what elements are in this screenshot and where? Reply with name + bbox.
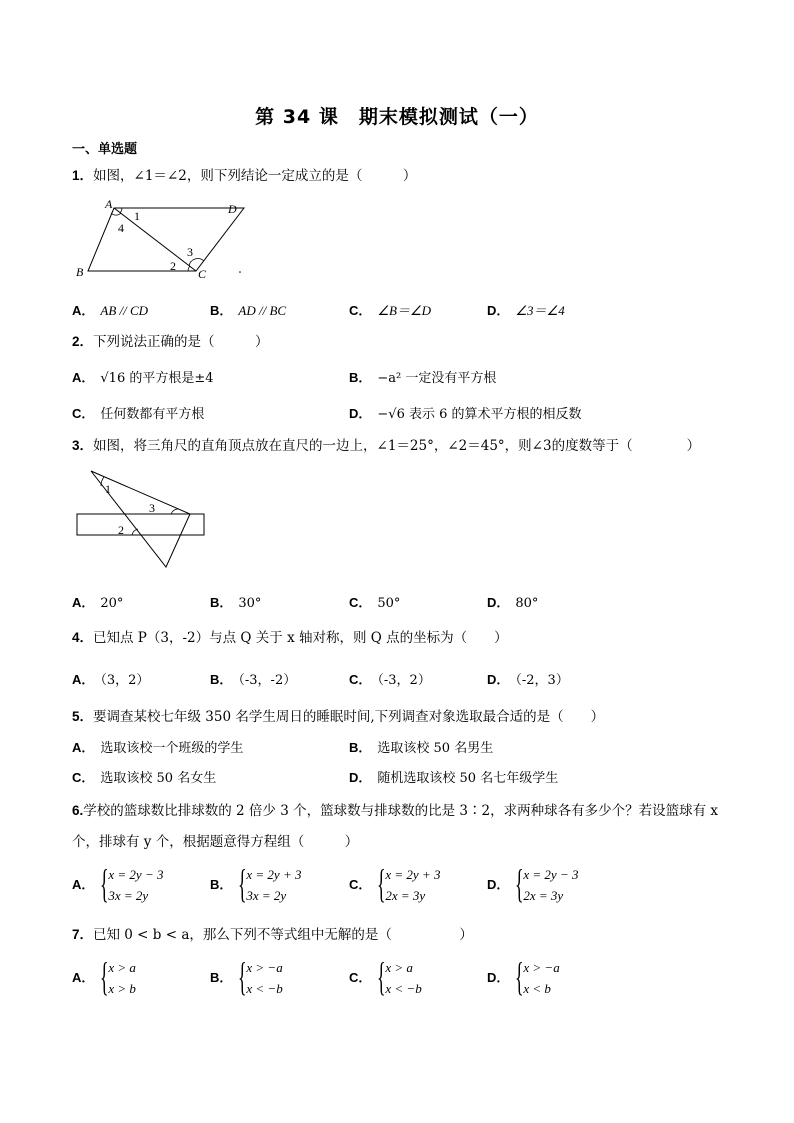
diagonal-ac <box>114 208 196 271</box>
angle-4-arc <box>111 213 121 215</box>
label-angle-4: 4 <box>118 221 124 235</box>
q7-option-d[interactable]: D． { x > −a x < b <box>487 954 560 999</box>
q3-option-a[interactable]: A． 20° <box>72 595 124 611</box>
question-1-stem <box>72 164 416 184</box>
angle-3-arc <box>171 509 178 514</box>
question-5-stem: 5．要调查某校七年级 350 名学生周日的睡眠时间,下列调查对象选取最合适的是（ ） <box>72 709 605 725</box>
equation-system: { x = 2y − 3 2x = 3y <box>515 861 579 906</box>
q5-option-a[interactable]: A． 选取该校一个班级的学生 <box>72 740 244 756</box>
ruler-triangle-figure <box>74 466 210 572</box>
q7-option-b[interactable]: B． { x > −a x < −b <box>210 954 283 999</box>
label-angle-3: 3 <box>149 501 155 515</box>
angle-3-arc <box>189 259 204 266</box>
q4-option-c[interactable]: C． （-3，2） <box>349 672 431 688</box>
q6-option-a[interactable]: A． { x = 2y − 3 3x = 2y <box>72 861 164 906</box>
q1-option-d[interactable]: D． ∠3＝∠4 <box>487 303 565 318</box>
label-angle-2: 2 <box>170 259 176 273</box>
label-A: A <box>105 197 113 211</box>
section-heading: 一、单选题 <box>72 142 138 157</box>
equation-system: { x = 2y + 3 2x = 3y <box>377 861 441 906</box>
inequality-system: { x > −a x < −b <box>238 954 283 999</box>
q1-option-b[interactable]: B． AD // BC <box>210 303 287 318</box>
label-angle-3: 3 <box>187 245 193 259</box>
question-3-stem: 3．如图，将三角尺的直角顶点放在直尺的一边上，∠1＝25°，∠2＝45°，则∠3的度数等于（ ） <box>72 438 701 454</box>
question-7-stem: 7．已知 0 < b < a，那么下列不等式组中无解的是（ ） <box>72 927 473 943</box>
label-angle-1: 1 <box>105 482 111 496</box>
equation-system: { x = 2y + 3 3x = 2y <box>238 861 302 906</box>
q2-option-b[interactable]: B． −a² 一定没有平方根 <box>349 370 497 386</box>
question-text: 如图，∠1＝∠2，则下列结论一定成立的是（ ） <box>93 168 417 184</box>
q6-option-c[interactable]: C． { x = 2y + 3 2x = 3y <box>349 861 441 906</box>
q7-option-a[interactable]: A． { x > a x > b <box>72 954 136 999</box>
parallelogram-outline <box>88 208 244 271</box>
label-D: D <box>228 202 237 216</box>
question-6-stem-line1: 6.学校的篮球数比排球数的 2 倍少 3 个，篮球数与排球数的比是 3∶2，求两种球各有多少个？若设篮球有 x <box>72 803 718 819</box>
question-2-stem: 2．下列说法正确的是（ ） <box>72 334 269 350</box>
stray-dot <box>239 271 241 273</box>
q1-option-a[interactable]: A． AB // CD <box>72 303 149 318</box>
label-C: C <box>198 267 207 281</box>
q5-option-c[interactable]: C． 选取该校 50 名女生 <box>72 770 217 786</box>
q4-option-b[interactable]: B． （-3，-2） <box>210 672 297 688</box>
q5-option-d[interactable]: D． 随机选取该校 50 名七年级学生 <box>349 770 559 786</box>
inequality-system: { x > a x < −b <box>377 954 422 999</box>
label-angle-2: 2 <box>118 523 124 537</box>
q2-option-c[interactable]: C． 任何数都有平方根 <box>72 406 205 422</box>
question-number: 1． <box>72 168 94 183</box>
page-title: 第 34 课 期末模拟测试（一） <box>255 106 539 128</box>
angle-1-arc <box>120 208 122 213</box>
label-B: B <box>76 265 84 279</box>
q3-option-b[interactable]: B． 30° <box>210 595 262 611</box>
q6-option-b[interactable]: B． { x = 2y + 3 3x = 2y <box>210 861 302 906</box>
q2-option-a[interactable]: A． √16 的平方根是±4 <box>72 370 214 386</box>
inequality-system: { x > a x > b <box>100 954 136 999</box>
inequality-system: { x > −a x < b <box>515 954 560 999</box>
question-4-stem: 4．已知点 P（3，-2）与点 Q 关于 x 轴对称，则 Q 点的坐标为（ ） <box>72 630 508 646</box>
q7-option-c[interactable]: C． { x > a x < −b <box>349 954 422 999</box>
q1-option-c[interactable]: C． ∠B＝∠D <box>349 303 432 318</box>
q3-option-c[interactable]: C． 50° <box>349 595 401 611</box>
question-6-stem-line2: 个，排球有 y 个，根据题意得方程组（ ） <box>72 834 359 850</box>
q5-option-b[interactable]: B． 选取该校 50 名男生 <box>349 740 494 756</box>
q2-option-d[interactable]: D． −√6 表示 6 的算术平方根的相反数 <box>349 406 582 422</box>
parallelogram-figure <box>72 196 252 282</box>
q6-option-d[interactable]: D． { x = 2y − 3 2x = 3y <box>487 861 579 906</box>
q3-option-d[interactable]: D． 80° <box>487 595 539 611</box>
equation-system: { x = 2y − 3 3x = 2y <box>100 861 164 906</box>
q4-option-a[interactable]: A． （3，2） <box>72 672 150 688</box>
q4-option-d[interactable]: D． （-2，3） <box>487 672 569 688</box>
label-angle-1: 1 <box>134 209 140 223</box>
angle-2-arc <box>188 266 190 271</box>
